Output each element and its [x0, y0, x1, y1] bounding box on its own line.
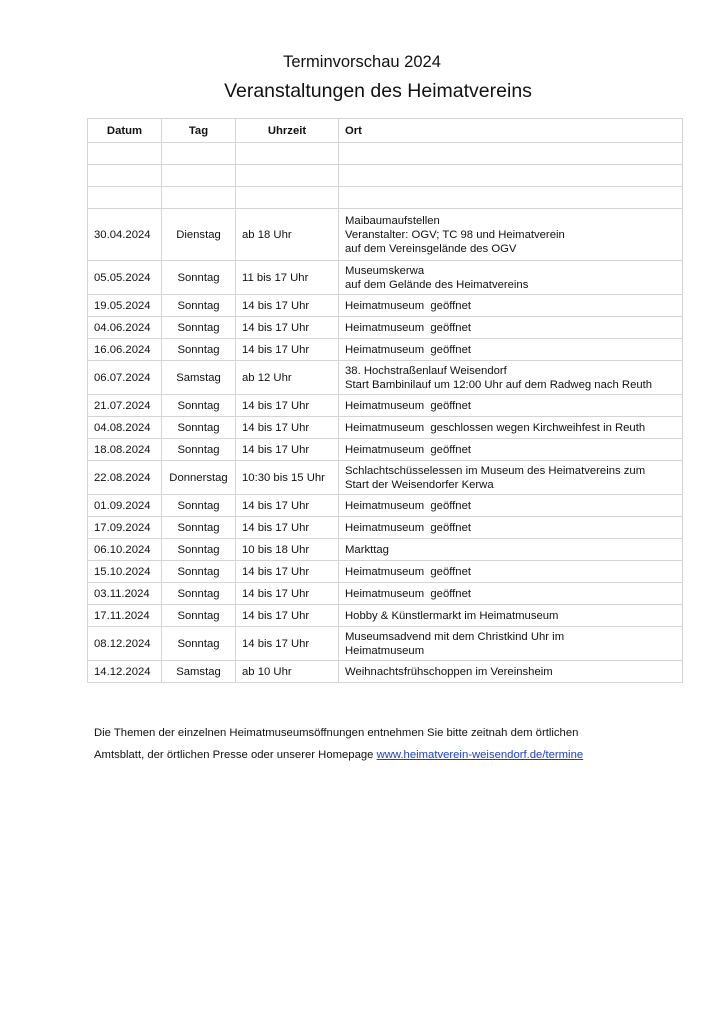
cell-tag: Sonntag [162, 295, 236, 317]
cell-datum: 06.07.2024 [88, 361, 162, 395]
cell-ort [339, 361, 683, 395]
cell-ort-line: Start Bambinilauf um 12:00 Uhr auf dem Radweg nach Reuth [345, 378, 653, 391]
cell-ort-line: Heimatmuseum [345, 644, 425, 657]
table-row [88, 517, 683, 539]
empty-row [88, 143, 683, 165]
empty-cell [236, 143, 339, 165]
cell-ort-line: Heimatmuseum geöffnet [345, 499, 472, 512]
cell-ort-line: auf dem Gelände des Heimatvereins [345, 278, 529, 291]
cell-datum: 05.05.2024 [88, 261, 162, 295]
cell-tag: Sonntag [162, 395, 236, 417]
cell-ort-line: Markttag [345, 543, 389, 556]
cell-uhrzeit: 14 bis 17 Uhr [236, 395, 339, 417]
cell-datum: 19.05.2024 [88, 295, 162, 317]
cell-datum: 21.07.2024 [88, 395, 162, 417]
empty-cell [236, 165, 339, 187]
cell-datum: 18.08.2024 [88, 439, 162, 461]
table-row [88, 561, 683, 583]
cell-tag: Sonntag [162, 339, 236, 361]
cell-uhrzeit: 10 bis 18 Uhr [236, 539, 339, 561]
cell-uhrzeit: ab 10 Uhr [236, 661, 339, 683]
cell-ort [339, 339, 683, 361]
cell-datum: 15.10.2024 [88, 561, 162, 583]
cell-ort [339, 583, 683, 605]
cell-ort-line: Heimatmuseum geöffnet [345, 299, 472, 312]
cell-ort [339, 317, 683, 339]
column-header-tag: Tag [162, 119, 236, 143]
empty-cell [162, 143, 236, 165]
empty-cell [88, 165, 162, 187]
cell-uhrzeit: 14 bis 17 Uhr [236, 605, 339, 627]
footer-text-line2: Amtsblatt, der örtlichen Presse oder unserer Homepage [94, 749, 377, 761]
cell-ort [339, 261, 683, 295]
cell-ort-line: auf dem Vereinsgelände des OGV [345, 242, 517, 255]
empty-cell [162, 187, 236, 209]
table-row [88, 417, 683, 439]
cell-ort-line: Heimatmuseum geöffnet [345, 321, 472, 334]
cell-tag: Dienstag [162, 209, 236, 261]
cell-ort [339, 461, 683, 495]
cell-ort-line: Heimatmuseum geschlossen wegen Kirchweihfest in Reuth [345, 421, 646, 434]
cell-ort-line: Heimatmuseum geöffnet [345, 399, 472, 412]
empty-cell [339, 143, 683, 165]
cell-datum: 16.06.2024 [88, 339, 162, 361]
cell-uhrzeit: 14 bis 17 Uhr [236, 517, 339, 539]
cell-ort-line: Schlachtschüsselessen im Museum des Heimatvereins zum [345, 464, 646, 477]
cell-ort-line: Heimatmuseum geöffnet [345, 587, 472, 600]
table-header-row [88, 119, 683, 143]
cell-datum: 30.04.2024 [88, 209, 162, 261]
cell-tag: Sonntag [162, 261, 236, 295]
table-row [88, 583, 683, 605]
empty-row [88, 187, 683, 209]
cell-uhrzeit: 11 bis 17 Uhr [236, 261, 339, 295]
cell-tag: Sonntag [162, 317, 236, 339]
table-row [88, 661, 683, 683]
cell-uhrzeit: ab 12 Uhr [236, 361, 339, 395]
cell-tag: Sonntag [162, 561, 236, 583]
cell-ort-line: Heimatmuseum geöffnet [345, 521, 472, 534]
cell-uhrzeit: 14 bis 17 Uhr [236, 561, 339, 583]
cell-ort [339, 295, 683, 317]
table-row [88, 317, 683, 339]
cell-datum: 03.11.2024 [88, 583, 162, 605]
cell-ort [339, 417, 683, 439]
cell-ort-line: Heimatmuseum geöffnet [345, 443, 472, 456]
column-header-uhrzeit: Uhrzeit [236, 119, 339, 143]
cell-tag: Donnerstag [162, 461, 236, 495]
cell-ort-line: Heimatmuseum geöffnet [345, 343, 472, 356]
table-row [88, 495, 683, 517]
cell-uhrzeit: 14 bis 17 Uhr [236, 495, 339, 517]
cell-ort [339, 495, 683, 517]
table-row [88, 439, 683, 461]
cell-ort [339, 605, 683, 627]
homepage-link[interactable]: www.heimatverein-weisendorf.de/termine [376, 749, 584, 761]
cell-datum: 22.08.2024 [88, 461, 162, 495]
empty-cell [339, 187, 683, 209]
cell-ort [339, 661, 683, 683]
cell-tag: Sonntag [162, 605, 236, 627]
cell-ort [339, 517, 683, 539]
cell-ort [339, 561, 683, 583]
cell-ort-line: Museumskerwa [345, 264, 425, 277]
cell-ort-line: Weihnachtsfrühschoppen im Vereinsheim [345, 665, 553, 678]
cell-uhrzeit: 14 bis 17 Uhr [236, 295, 339, 317]
cell-datum: 06.10.2024 [88, 539, 162, 561]
cell-ort-line: 38. Hochstraßenlauf Weisendorf [345, 364, 507, 377]
cell-datum: 17.11.2024 [88, 605, 162, 627]
cell-datum: 17.09.2024 [88, 517, 162, 539]
cell-ort [339, 209, 683, 261]
cell-tag: Samstag [162, 361, 236, 395]
cell-datum: 04.06.2024 [88, 317, 162, 339]
table-row [88, 261, 683, 295]
cell-uhrzeit: 14 bis 17 Uhr [236, 627, 339, 661]
cell-uhrzeit: 14 bis 17 Uhr [236, 317, 339, 339]
column-header-datum: Datum [88, 119, 162, 143]
empty-cell [162, 165, 236, 187]
cell-ort-line: Hobby & Künstlermarkt im Heimatmuseum [345, 609, 559, 622]
cell-tag: Sonntag [162, 583, 236, 605]
table-row [88, 209, 683, 261]
cell-tag: Sonntag [162, 627, 236, 661]
cell-ort-line: Veranstalter: OGV; TC 98 und Heimatverein [345, 228, 565, 241]
cell-tag: Sonntag [162, 539, 236, 561]
cell-ort-line: Heimatmuseum geöffnet [345, 565, 472, 578]
cell-uhrzeit: 14 bis 17 Uhr [236, 583, 339, 605]
cell-ort-line: Start der Weisendorfer Kerwa [345, 478, 494, 491]
cell-ort [339, 395, 683, 417]
cell-datum: 14.12.2024 [88, 661, 162, 683]
table-row [88, 605, 683, 627]
footer-text-line1: Die Themen der einzelnen Heimatmuseumsöffnungen entnehmen Sie bitte zeitnah dem örtlichen [94, 727, 579, 739]
empty-cell [236, 187, 339, 209]
empty-cell [88, 187, 162, 209]
empty-cell [88, 143, 162, 165]
table-row [88, 295, 683, 317]
cell-tag: Sonntag [162, 517, 236, 539]
cell-tag: Sonntag [162, 417, 236, 439]
table-row [88, 361, 683, 395]
footer-note [94, 722, 684, 766]
cell-uhrzeit: 14 bis 17 Uhr [236, 339, 339, 361]
cell-uhrzeit: 14 bis 17 Uhr [236, 439, 339, 461]
page-subtitle: Veranstaltungen des Heimatvereins [224, 80, 532, 102]
cell-datum: 08.12.2024 [88, 627, 162, 661]
empty-cell [339, 165, 683, 187]
cell-tag: Sonntag [162, 439, 236, 461]
cell-ort [339, 539, 683, 561]
table-row [88, 539, 683, 561]
cell-tag: Sonntag [162, 495, 236, 517]
table-row [88, 461, 683, 495]
cell-datum: 01.09.2024 [88, 495, 162, 517]
cell-ort [339, 439, 683, 461]
table-row [88, 339, 683, 361]
table-row [88, 627, 683, 661]
cell-ort-line: Museumsadvend mit dem Christkind Uhr im [345, 630, 565, 643]
cell-ort-line: Maibaumaufstellen [345, 214, 440, 227]
column-header-ort: Ort [339, 119, 683, 143]
table-row [88, 395, 683, 417]
cell-uhrzeit: 14 bis 17 Uhr [236, 417, 339, 439]
events-table [87, 118, 683, 683]
cell-datum: 04.08.2024 [88, 417, 162, 439]
page-title: Terminvorschau 2024 [283, 53, 441, 71]
cell-tag: Samstag [162, 661, 236, 683]
cell-uhrzeit: 10:30 bis 15 Uhr [236, 461, 339, 495]
cell-uhrzeit: ab 18 Uhr [236, 209, 339, 261]
events-table-body [88, 143, 683, 683]
empty-row [88, 165, 683, 187]
cell-ort [339, 627, 683, 661]
